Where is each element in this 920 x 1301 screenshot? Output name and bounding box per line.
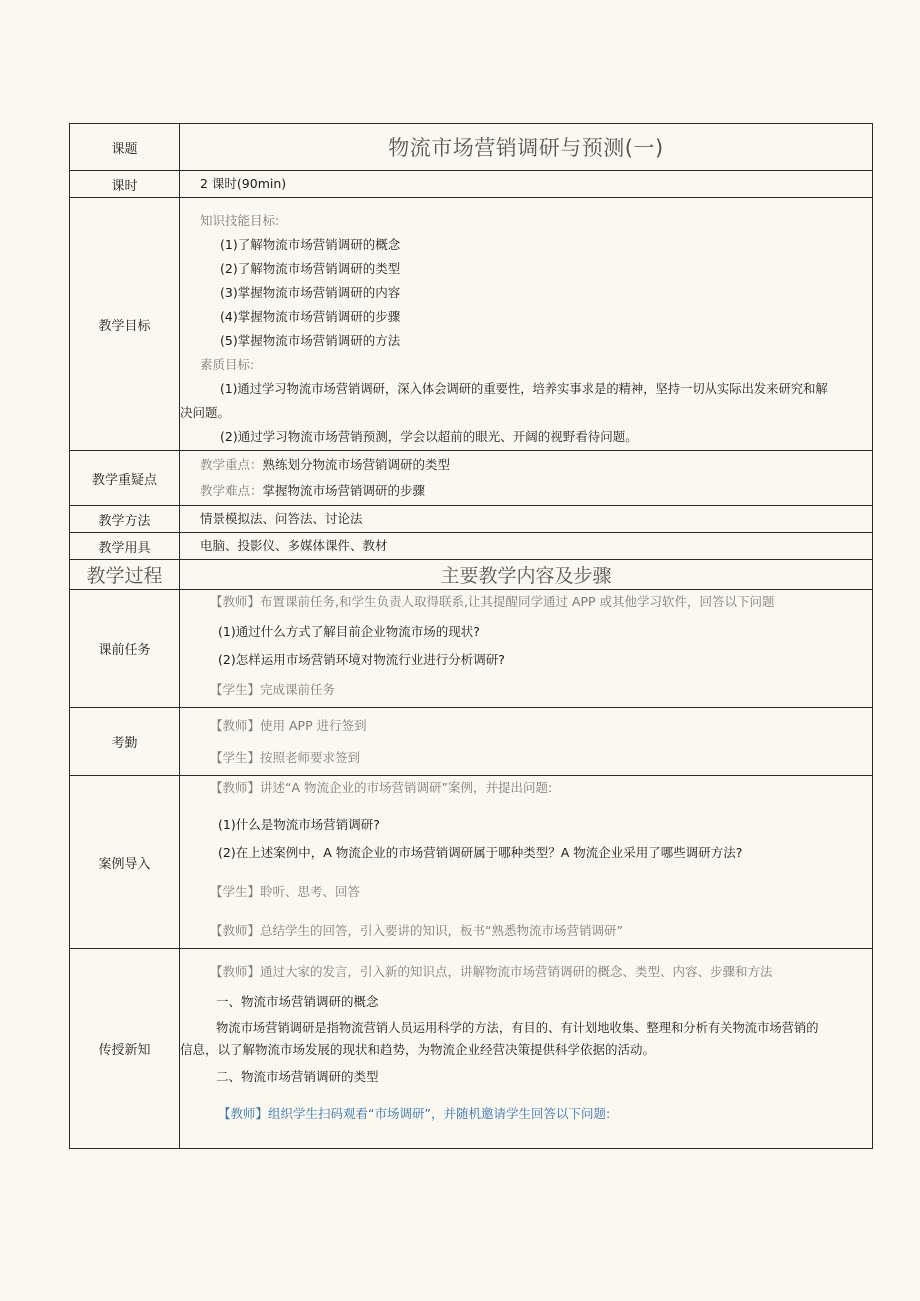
new-knowledge-teacher: 【教师】通过大家的发言，引入新的知识点，讲解物流市场营销调研的概念、类型、内容、步骤和方法 xyxy=(210,964,773,979)
objectives-label: 教学目标 xyxy=(70,198,180,451)
focus-label: 教学重点： xyxy=(200,457,263,472)
topic-title: 物流市场营销调研与预测(一) xyxy=(180,124,873,171)
para-1-line1: 物流市场营销调研是指物流营销人员运用科学的方法，有目的、有计划地收集、整理和分析有关物流市场营销的 xyxy=(216,1021,819,1035)
row-topic xyxy=(70,124,873,171)
quality-heading: 素质目标: xyxy=(200,357,255,372)
knowledge-item: (1)了解物流市场营销调研的概念 xyxy=(220,237,401,252)
tools-value: 电脑、投影仪、多媒体课件、教材 xyxy=(180,533,873,560)
row-process-header xyxy=(70,560,873,590)
pre-class-label: 课前任务 xyxy=(70,590,180,708)
knowledge-item: (5)掌握物流市场营销调研的方法 xyxy=(220,333,401,348)
pre-class-content xyxy=(180,590,873,708)
process-header-right: 主要教学内容及步骤 xyxy=(180,560,873,590)
focus-text: 熟练划分物流市场营销调研的类型 xyxy=(262,457,451,472)
knowledge-item: (2)了解物流市场营销调研的类型 xyxy=(220,261,401,276)
attendance-content xyxy=(180,708,873,776)
pre-class-student: 【学生】完成课前任务 xyxy=(210,682,336,697)
quality-item-2: (2)通过学习物流市场营销预测，学会以超前的眼光、开阔的视野看待问题。 xyxy=(220,429,638,444)
keypoints-content xyxy=(180,451,873,506)
methods-label: 教学方法 xyxy=(70,506,180,533)
difficulty-text: 掌握物流市场营销调研的步骤 xyxy=(262,483,426,498)
case-intro-student: 【学生】聆听、思考、回答 xyxy=(210,884,361,899)
case-intro-teacher-summary: 【教师】总结学生的回答，引入要讲的知识，板书“熟悉物流市场营销调研” xyxy=(210,923,623,938)
pre-class-q1: (1)通过什么方式了解目前企业物流市场的现状? xyxy=(218,624,480,639)
new-knowledge-teacher-blue: 【教师】组织学生扫码观看“市场调研”，并随机邀请学生回答以下问题: xyxy=(218,1106,611,1121)
row-methods xyxy=(70,506,873,533)
row-hours xyxy=(70,171,873,198)
attendance-student: 【学生】按照老师要求签到 xyxy=(210,749,361,765)
row-case-intro xyxy=(70,776,873,949)
objectives-content xyxy=(180,198,873,451)
case-intro-teacher: 【教师】讲述“A 物流企业的市场营销调研”案例，并提出问题: xyxy=(210,780,553,795)
knowledge-item: (3)掌握物流市场营销调研的内容 xyxy=(220,285,401,300)
row-pre-class xyxy=(70,590,873,708)
process-header-left: 教学过程 xyxy=(70,560,180,590)
para-1-line2: 信息，以了解物流市场发展的现状和趋势，为物流企业经营决策提供科学依据的活动。 xyxy=(180,1042,656,1057)
pre-class-q2: (2)怎样运用市场营销环境对物流行业进行分析调研? xyxy=(218,652,505,667)
quality-item-1-line2: 决问题。 xyxy=(180,405,231,420)
row-keypoints xyxy=(70,451,873,506)
attendance-label: 考勤 xyxy=(70,708,180,776)
row-tools xyxy=(70,533,873,560)
case-intro-q2: (2)在上述案例中，A 物流企业的市场营销调研属于哪种类型？A 物流企业采用了哪些调研方法? xyxy=(218,845,743,860)
case-intro-content xyxy=(180,776,873,949)
case-intro-q1: (1)什么是物流市场营销调研? xyxy=(218,817,380,832)
pre-class-teacher: 【教师】布置课前任务,和学生负责人取得联系,让其提醒同学通过 APP 或其他学习软件，回答以下问题 xyxy=(210,594,775,609)
row-new-knowledge xyxy=(70,949,873,1149)
difficulty-label: 教学难点： xyxy=(200,483,263,498)
case-intro-label: 案例导入 xyxy=(70,776,180,949)
row-objectives xyxy=(70,198,873,451)
knowledge-item: (4)掌握物流市场营销调研的步骤 xyxy=(220,309,401,324)
topic-label: 课题 xyxy=(70,124,180,171)
new-knowledge-label: 传授新知 xyxy=(70,949,180,1149)
section-1-heading: 一、物流市场营销调研的概念 xyxy=(216,994,379,1009)
lesson-plan-table xyxy=(69,123,873,1149)
hours-label: 课时 xyxy=(70,171,180,198)
attendance-teacher: 【教师】使用 APP 进行签到 xyxy=(210,717,367,733)
tools-label: 教学用具 xyxy=(70,533,180,560)
section-2-heading: 二、物流市场营销调研的类型 xyxy=(216,1069,379,1084)
methods-value: 情景模拟法、问答法、讨论法 xyxy=(180,506,873,533)
quality-item-1-line1: (1)通过学习物流市场营销调研，深入体会调研的重要性，培养实事求是的精神，坚持一切从实际出发来研究和解 xyxy=(220,382,828,396)
keypoints-label: 教学重疑点 xyxy=(70,451,180,506)
hours-value: 2 课时(90min) xyxy=(180,171,873,198)
new-knowledge-content xyxy=(180,949,873,1149)
row-attendance xyxy=(70,708,873,776)
knowledge-heading: 知识技能目标: xyxy=(200,213,280,228)
